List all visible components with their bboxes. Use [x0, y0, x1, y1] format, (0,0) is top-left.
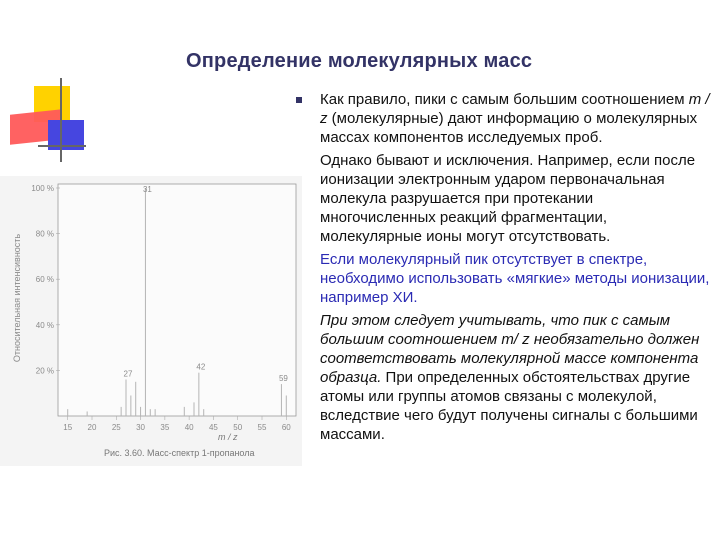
paragraph-3: Если молекулярный пик отсутствует в спектре, необходимо использовать «мягкие» методы ионизации, например ХИ.	[320, 251, 710, 306]
p4-italic: При этом следует учитывать, что пик с самым большим соотношением m/ z необязательно должен соответствовать молекулярной массе компонента образца.	[320, 312, 700, 386]
paragraph-2: Однако бывают и исключения. Например, если после ионизации электронным ударом первоначальная молекула разрушается при протекании многочисленных реакций фрагментации, молекулярные ионы могут отсутствовать.	[320, 152, 696, 245]
p1-text-a: Как правило, пики с самым большим соотношением	[320, 91, 689, 108]
figure-caption: Рис. 3.60. Масс-спектр 1-пропанола	[104, 448, 255, 458]
p4-tail: При определенных обстоятельствах другие атомы или группы атомов связаны с молекулой, вследствие чего будут получены сигналы с большими массами.	[320, 369, 698, 443]
p1-text-b: (молекулярные) дают информацию о молекулярных массах компонентов исследуемых проб.	[320, 110, 698, 146]
slide-title: Определение молекулярных масс	[186, 50, 533, 72]
x-tick-label: 30	[136, 423, 146, 432]
x-tick-label: 15	[63, 423, 73, 432]
y-tick-label: 100 %	[31, 184, 54, 193]
decor-vertical-line	[60, 78, 62, 162]
y-tick-label: 40 %	[35, 320, 54, 330]
paragraph-4	[320, 311, 712, 444]
x-tick-label: 40	[184, 423, 194, 432]
peak-label: 42	[196, 362, 206, 372]
x-tick-label: 60	[281, 423, 291, 432]
x-tick-label: 55	[257, 423, 267, 432]
x-tick-label: 45	[208, 423, 218, 432]
peak-label: 31	[142, 185, 152, 194]
y-axis-label: Относительная интенсивность	[12, 233, 22, 363]
decor-horizontal-line	[38, 145, 86, 147]
x-tick-label: 35	[160, 423, 170, 432]
mass-spectrum-figure	[0, 176, 302, 466]
mass-spectrum-chart	[0, 176, 302, 466]
chart-frame	[58, 184, 296, 416]
y-tick-label: 80 %	[35, 229, 54, 239]
x-axis-label: m / z	[218, 432, 238, 442]
peak-label: 27	[123, 369, 133, 379]
x-tick-label: 25	[111, 423, 121, 432]
x-tick-label: 50	[233, 423, 243, 432]
x-tick-label: 20	[87, 423, 97, 432]
bullet-square-icon	[296, 97, 302, 103]
p1-mz: m / z	[320, 91, 710, 127]
text-column	[320, 90, 712, 448]
y-tick-label: 20 %	[35, 366, 54, 376]
paragraph-1	[320, 90, 712, 147]
y-tick-label: 60 %	[35, 275, 54, 285]
peak-label: 59	[278, 374, 288, 384]
